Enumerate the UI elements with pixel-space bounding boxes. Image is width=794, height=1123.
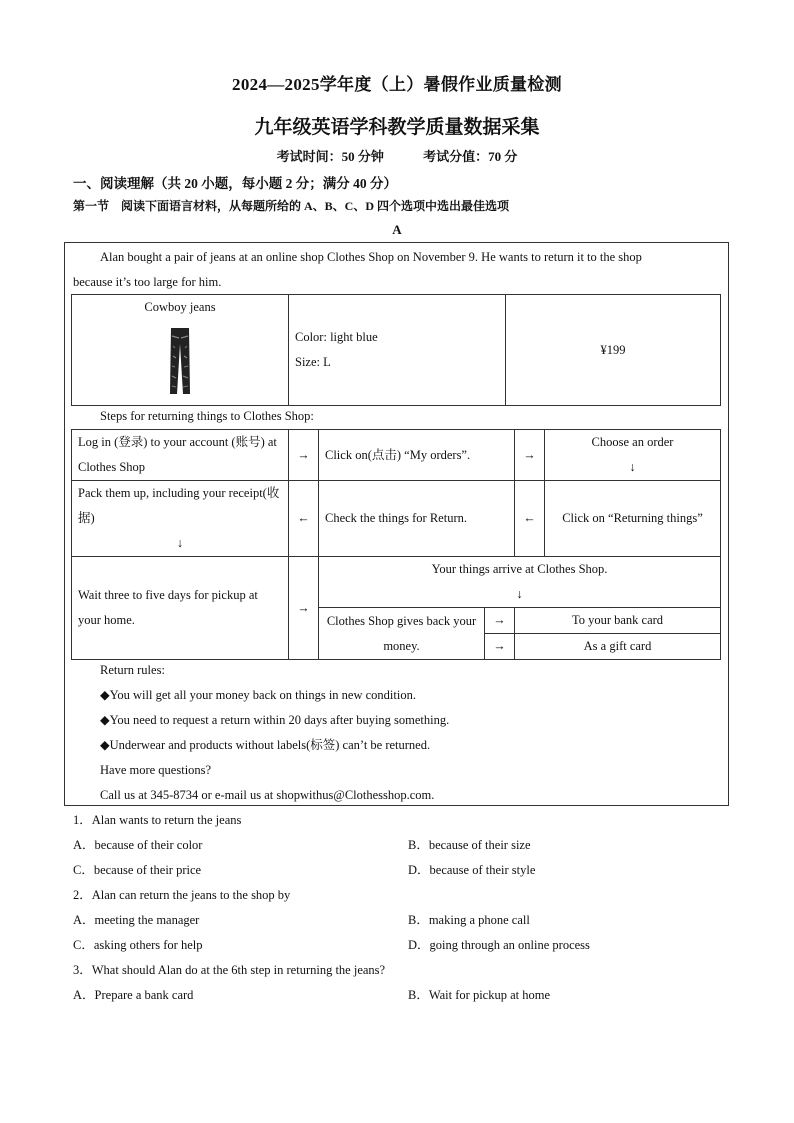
option-b: B．Wait for pickup at home — [408, 988, 551, 1002]
exam-time: 考试时间：50 分钟 — [276, 149, 384, 164]
option-a: A．because of their color — [73, 838, 203, 852]
product-name: Cowboy jeans — [144, 300, 216, 314]
rule-item: ◆You will get all your money back on things in new condition. — [100, 688, 416, 702]
rules-title: Return rules: — [100, 663, 165, 677]
step-3-cell — [545, 430, 721, 481]
step-9: Clothes Shop gives back your money. — [319, 608, 485, 660]
step-1: Log in (登录) to your account (账号) at Clothes Shop — [72, 430, 289, 481]
arrow-right-icon: → — [289, 430, 319, 481]
arrow-down-icon: ↓ — [176, 536, 184, 550]
product-color: Color: light blue — [295, 330, 378, 344]
question-stem: 2．Alan can return the jeans to the shop by — [73, 888, 291, 902]
step-8-cell — [319, 557, 721, 608]
option-d: D．going through an online process — [408, 938, 590, 952]
steps-table — [71, 429, 721, 660]
arrow-right-icon: → — [515, 430, 545, 481]
question-stem: 3．What should Alan do at the 6th step in returning the jeans? — [73, 963, 386, 977]
exam-info — [0, 146, 794, 165]
arrow-down-icon: ↓ — [629, 460, 636, 474]
option-d: D．because of their style — [408, 863, 536, 877]
product-table — [71, 294, 721, 406]
exam-score: 考试分值：70 分 — [423, 149, 518, 164]
rule-item: ◆Underwear and products without labels(标签) can’t be returned. — [100, 738, 431, 752]
step-2: Click on(点击) “My orders”. — [319, 430, 515, 481]
step-8: Your things arrive at Clothes Shop. — [431, 562, 608, 576]
step-10-bank: To your bank card — [515, 608, 721, 634]
arrow-right-icon: → — [485, 608, 515, 634]
section-instruction: 第一节 阅读下面语言材料，从每题所给的 A、B、C、D 四个选项中选出最佳选项 — [73, 199, 510, 213]
option-b: B．making a phone call — [408, 913, 530, 927]
arrow-down-icon: ↓ — [516, 587, 523, 601]
product-attributes — [289, 295, 506, 406]
arrow-left-icon: ← — [289, 481, 319, 557]
step-6-cell — [72, 481, 289, 557]
product-size: Size: L — [295, 355, 331, 369]
steps-title: Steps for returning things to Clothes Shop: — [100, 409, 314, 423]
exam-title: 2024—2025学年度（上）暑假作业质量检测 — [232, 75, 562, 94]
more-questions: Have more questions? — [100, 763, 212, 777]
exam-subtitle: 九年级英语学科教学质量数据采集 — [254, 117, 540, 138]
question-stem: 1．Alan wants to return the jeans — [73, 813, 242, 827]
rule-item: ◆You need to request a return within 20 days after buying something. — [100, 713, 450, 727]
option-b: B．because of their size — [408, 838, 531, 852]
passage-intro-line1: Alan bought a pair of jeans at an online shop Clothes Shop on November 9. He wants to return it to the shop — [100, 250, 642, 264]
arrow-right-icon: → — [485, 634, 515, 660]
step-6: Pack them up, including your receipt(收据) — [78, 486, 280, 525]
step-7: Wait three to five days for pickup at your home. — [72, 557, 289, 660]
option-c: C．asking others for help — [73, 938, 203, 952]
arrow-left-icon: ← — [515, 481, 545, 557]
option-a: A．Prepare a bank card — [73, 988, 194, 1002]
section-heading: 一、阅读理解（共 20 小题，每小题 2 分；满分 40 分） — [73, 176, 397, 191]
option-a: A．meeting the manager — [73, 913, 200, 927]
step-3: Choose an order — [591, 435, 674, 449]
step-5: Check the things for Return. — [319, 481, 515, 557]
jeans-image — [169, 326, 191, 396]
step-4: Click on “Returning things” — [545, 481, 721, 557]
passage-label: A — [392, 222, 402, 237]
option-c: C．because of their price — [73, 863, 202, 877]
step-10-gift: As a gift card — [515, 634, 721, 660]
passage-intro-line2: because it’s too large for him. — [73, 275, 222, 289]
product-cell — [72, 295, 289, 406]
product-price: ¥199 — [506, 295, 721, 406]
contact-info: Call us at 345-8734 or e-mail us at shopwithus@Clothesshop.com. — [100, 788, 435, 802]
arrow-right-icon: → — [289, 557, 319, 660]
